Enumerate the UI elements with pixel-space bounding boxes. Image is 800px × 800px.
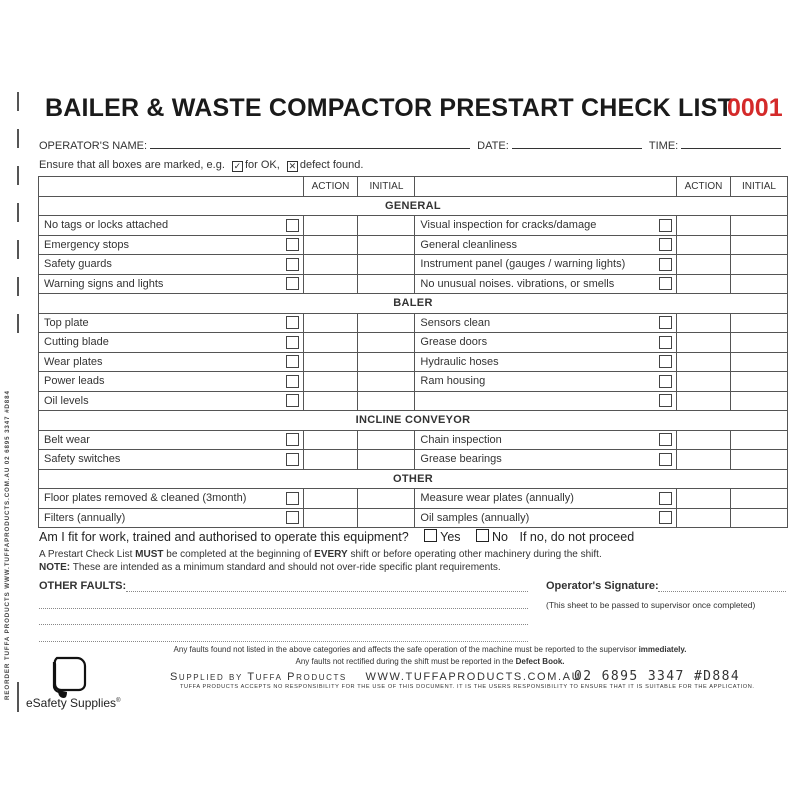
initial-cell[interactable] [358,313,415,333]
initial-cell[interactable] [358,235,415,255]
section-heading: INCLINE CONVEYOR [39,411,788,431]
table-row [39,313,788,333]
section-heading: GENERAL [39,196,788,216]
checklist-table [38,176,788,528]
item-checkbox[interactable] [659,316,672,329]
action-cell[interactable] [676,430,730,450]
initial-header: INITIAL [730,177,787,197]
item-checkbox[interactable] [286,277,299,290]
initial-header: INITIAL [358,177,415,197]
item-checkbox[interactable] [286,238,299,251]
other-faults-line[interactable] [39,641,528,642]
brand-name: eSafety Supplies® [26,696,121,710]
check-item-left: Cutting blade [39,333,283,353]
item-checkbox[interactable] [659,355,672,368]
action-cell[interactable] [303,430,358,450]
section-row [39,411,788,431]
footer-note-2: Any faults not rectified during the shift must be reported in the Defect Book. [295,657,565,666]
signature-label: Operator's Signature: [546,580,659,592]
item-checkbox[interactable] [286,258,299,271]
initial-cell[interactable] [358,255,415,275]
table-row [39,216,788,236]
check-item-left: Wear plates [39,352,283,372]
initial-cell[interactable] [358,352,415,372]
item-checkbox[interactable] [659,394,672,407]
section-row [39,196,788,216]
footer-note-1: Any faults found not listed in the above categories and affects the safe operation of the machine must be reported to the supervisor immediately. [173,645,687,654]
initial-cell[interactable] [358,216,415,236]
check-item-left: Filters (annually) [39,508,283,528]
check-item-right: Sensors clean [415,313,656,333]
initial-cell[interactable] [730,274,787,294]
item-checkbox[interactable] [659,219,672,232]
initial-cell[interactable] [730,430,787,450]
initial-cell[interactable] [730,255,787,275]
action-cell[interactable] [303,333,358,353]
action-cell[interactable] [303,274,358,294]
check-item-right: Instrument panel (gauges / warning lights) [415,255,656,275]
item-checkbox[interactable] [286,219,299,232]
section-heading: OTHER [39,469,788,489]
check-item-left: Warning signs and lights [39,274,283,294]
check-item-left: Safety switches [39,450,283,470]
check-item-right: No unusual noises. vibrations, or smells [415,274,656,294]
page-title: BAILER & WASTE COMPACTOR PRESTART CHECK LIST [45,94,733,122]
item-checkbox[interactable] [659,277,672,290]
item-checkbox[interactable] [659,336,672,349]
initial-cell[interactable] [730,333,787,353]
disclaimer: TUFFA PRODUCTS ACCEPTS NO RESPONSIBILITY FOR THE USE OF THIS DOCUMENT. IT IS THE USERS RESPONSIBILITY TO ENSURE THAT IT IS SUITABLE FOR THE APPLICATION. [180,684,755,690]
check-item-left: Top plate [39,313,283,333]
initial-cell[interactable] [730,508,787,528]
serial-number: 0001 [727,94,783,122]
check-item-right: Visual inspection for cracks/damage [415,216,656,236]
check-item-left: Oil levels [39,391,283,411]
initial-cell[interactable] [358,430,415,450]
item-checkbox[interactable] [286,375,299,388]
check-item-right: Ram housing [415,372,656,392]
other-faults-label: OTHER FAULTS: [39,580,127,592]
action-cell[interactable] [303,391,358,411]
header-fields [39,139,781,152]
initial-cell[interactable] [730,235,787,255]
action-cell[interactable] [676,333,730,353]
item-checkbox[interactable] [286,316,299,329]
action-cell[interactable] [676,313,730,333]
yes-checkbox[interactable] [424,529,437,542]
signature-field[interactable] [658,591,786,592]
item-checkbox[interactable] [659,492,672,505]
rule-line-2: NOTE: These are intended as a minimum standard and should not over-ride specific plant requirements. [39,562,501,573]
action-cell[interactable] [303,508,358,528]
item-checkbox[interactable] [659,238,672,251]
check-item-left: Belt wear [39,430,283,450]
table-row [39,333,788,353]
table-row [39,508,788,528]
table-row [39,274,788,294]
other-faults-line[interactable] [126,591,528,592]
check-item-left: Safety guards [39,255,283,275]
check-item-right [415,391,656,411]
other-faults-line[interactable] [39,608,528,609]
initial-cell[interactable] [358,450,415,470]
initial-cell[interactable] [730,372,787,392]
check-item-left: No tags or locks attached [39,216,283,236]
initial-cell[interactable] [358,508,415,528]
item-checkbox[interactable] [286,453,299,466]
check-item-right: Chain inspection [415,430,656,450]
check-item-left: Floor plates removed & cleaned (3month) [39,489,283,509]
check-item-left: Emergency stops [39,235,283,255]
item-checkbox[interactable] [659,375,672,388]
section-row [39,294,788,314]
item-checkbox[interactable] [659,433,672,446]
action-cell[interactable] [303,216,358,236]
initial-cell[interactable] [358,333,415,353]
table-row [39,450,788,470]
table-header-row [39,177,788,197]
date-label: DATE: [477,140,509,152]
check-item-right: Oil samples (annually) [415,508,656,528]
initial-cell[interactable] [730,313,787,333]
action-cell[interactable] [303,255,358,275]
item-checkbox[interactable] [286,433,299,446]
action-cell[interactable] [303,372,358,392]
table-row [39,489,788,509]
item-checkbox[interactable] [286,511,299,524]
signature-note: (This sheet to be passed to supervisor once completed) [546,600,756,610]
section-heading: BALER [39,294,788,314]
action-header: ACTION [676,177,730,197]
initial-cell[interactable] [358,489,415,509]
action-cell[interactable] [303,450,358,470]
check-item-right: Grease doors [415,333,656,353]
time-field[interactable] [681,139,781,149]
check-item-right: Grease bearings [415,450,656,470]
date-field[interactable] [512,139,642,149]
initial-cell[interactable] [358,372,415,392]
item-checkbox[interactable] [286,336,299,349]
action-cell[interactable] [676,352,730,372]
check-item-right: General cleanliness [415,235,656,255]
table-row [39,372,788,392]
supplier-line: Supplied by Tuffa Products WWW.TUFFAPRODUCTS.COM.AU [170,671,582,683]
table-row [39,352,788,372]
action-cell[interactable] [676,255,730,275]
item-checkbox[interactable] [659,453,672,466]
action-cell[interactable] [676,372,730,392]
other-faults-line[interactable] [39,624,528,625]
initial-cell[interactable] [730,450,787,470]
initial-cell[interactable] [358,391,415,411]
esafety-logo-icon [49,652,89,700]
action-cell[interactable] [303,235,358,255]
action-cell[interactable] [303,313,358,333]
marking-instructions: Ensure that all boxes are marked, e.g. ✓ for OK, ✕ defect found. [39,159,364,171]
initial-cell[interactable] [730,489,787,509]
no-checkbox[interactable] [476,529,489,542]
action-cell[interactable] [676,274,730,294]
action-cell[interactable] [676,450,730,470]
phone-code: 02 6895 3347 #D884 [574,669,741,684]
initial-cell[interactable] [730,391,787,411]
initial-cell[interactable] [730,216,787,236]
fitness-question: Am I fit for work, trained and authorised to operate this equipment? Yes No If no, do not proceed [39,530,635,544]
check-item-right: Hydraulic hoses [415,352,656,372]
table-row [39,391,788,411]
action-cell[interactable] [303,489,358,509]
table-row [39,255,788,275]
table-row [39,430,788,450]
rule-line-1: A Prestart Check List MUST be completed at the beginning of EVERY shift or before operating other machinery during the shift. [39,549,602,560]
section-row [39,469,788,489]
action-cell[interactable] [676,235,730,255]
action-cell[interactable] [676,216,730,236]
action-cell[interactable] [676,391,730,411]
item-checkbox[interactable] [286,355,299,368]
table-row [39,235,788,255]
initial-cell[interactable] [358,274,415,294]
item-checkbox[interactable] [286,394,299,407]
action-cell[interactable] [303,352,358,372]
action-cell[interactable] [676,508,730,528]
operator-name-field[interactable] [150,139,470,149]
check-item-left: Power leads [39,372,283,392]
defect-example-icon: ✕ [288,161,297,171]
time-label: TIME: [648,140,679,152]
item-checkbox[interactable] [286,492,299,505]
action-cell[interactable] [676,489,730,509]
initial-cell[interactable] [730,352,787,372]
item-checkbox[interactable] [659,258,672,271]
reorder-vertical-text: REORDER TUFFA PRODUCTS WWW.TUFFAPRODUCTS.COM.AU 02 6895 3347 #D884 [4,390,11,700]
action-header: ACTION [303,177,358,197]
check-example-icon: ✓ [233,161,242,171]
operator-name-label: OPERATOR'S NAME: [39,140,148,152]
item-checkbox[interactable] [659,511,672,524]
check-item-right: Measure wear plates (annually) [415,489,656,509]
